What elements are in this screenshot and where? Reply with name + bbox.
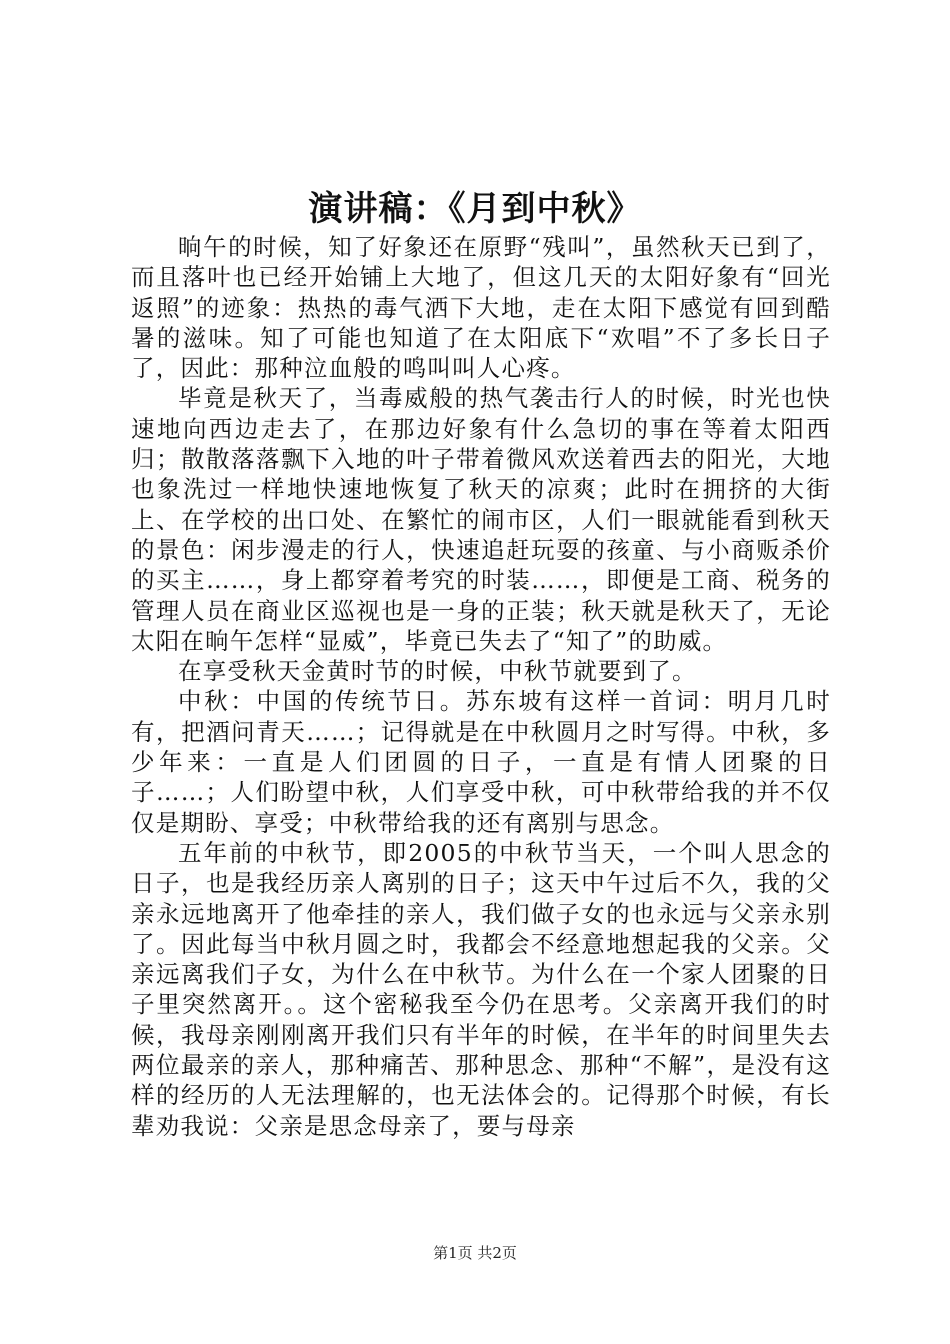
paragraph: 中秋：中国的传统节日。苏东坡有这样一首词：明月几时有，把酒问青天……；记得就是在中秋圆月之时写得。中秋，多少年来：一直是人们团圆的日子，一直是有情人团聚的日子……；人们盼望中秋，人们享受中秋，可中秋带给我的并不仅仅是期盼、享受；中秋带给我的还有离别与思念。 bbox=[131, 687, 831, 837]
document-body bbox=[131, 232, 831, 1141]
paragraph: 在享受秋天金黄时节的时候，中秋节就要到了。 bbox=[178, 657, 697, 686]
paragraph: 五年前的中秋节，即2005的中秋节当天，一个叫人思念的日子，也是我经历亲人离别的日子；这天中午过后不久，我的父亲永远地离开了他牵挂的亲人，我们做子女的也永远与父亲永别了。因此每当中秋月圆之时，我都会不经意地想起我的父亲。父亲远离我们子女，为什么在中秋节。为什么在一个家人团聚的日子里突然离开。。这个密秘我至今仍在思考。父亲离开我们的时候，我母亲刚刚离开我们只有半年的时候，在半年的时间里失去两位最亲的亲人，那种痛苦、那种思念、那种“不解”，是没有这样的经历的人无法理解的，也无法体会的。记得那个时候，有长辈劝我说：父亲是思念母亲了，要与母亲 bbox=[131, 838, 831, 1140]
document-title: 演讲稿：《月到中秋》 bbox=[308, 189, 642, 229]
page-footer: 第1页 共2页 bbox=[433, 1244, 517, 1262]
paragraph: 毕竟是秋天了，当毒威般的热气袭击行人的时候，时光也快速地向西边走去了，在那边好象有什么急切的事在等着太阳西归；散散落落飘下入地的叶子带着微风欢送着西去的阳光，大地也象洗过一样地快速地恢复了秋天的凉爽；此时在拥挤的大街上、在学校的出口处、在繁忙的闹市区，人们一眼就能看到秋天的景色：闲步漫走的行人，快速追赶玩耍的孩童、与小商贩杀价的买主……，身上都穿着考究的时装……，即便是工商、税务的管理人员在商业区巡视也是一身的正装；秋天就是秋天了，无论太阳在晌午怎样“显威”，毕竟已失去了“知了”的助威。 bbox=[131, 384, 831, 655]
paragraph: 晌午的时候，知了好象还在原野“残叫”，虽然秋天已到了，而且落叶也已经开始铺上大地了，但这几天的太阳好象有“回光返照”的迹象：热热的毒气洒下大地，走在太阳下感觉有回到酷暑的滋味。知了可能也知道了在太阳底下“欢唱”不了多长日子了，因此：那种泣血般的鸣叫叫人心疼。 bbox=[131, 233, 831, 383]
